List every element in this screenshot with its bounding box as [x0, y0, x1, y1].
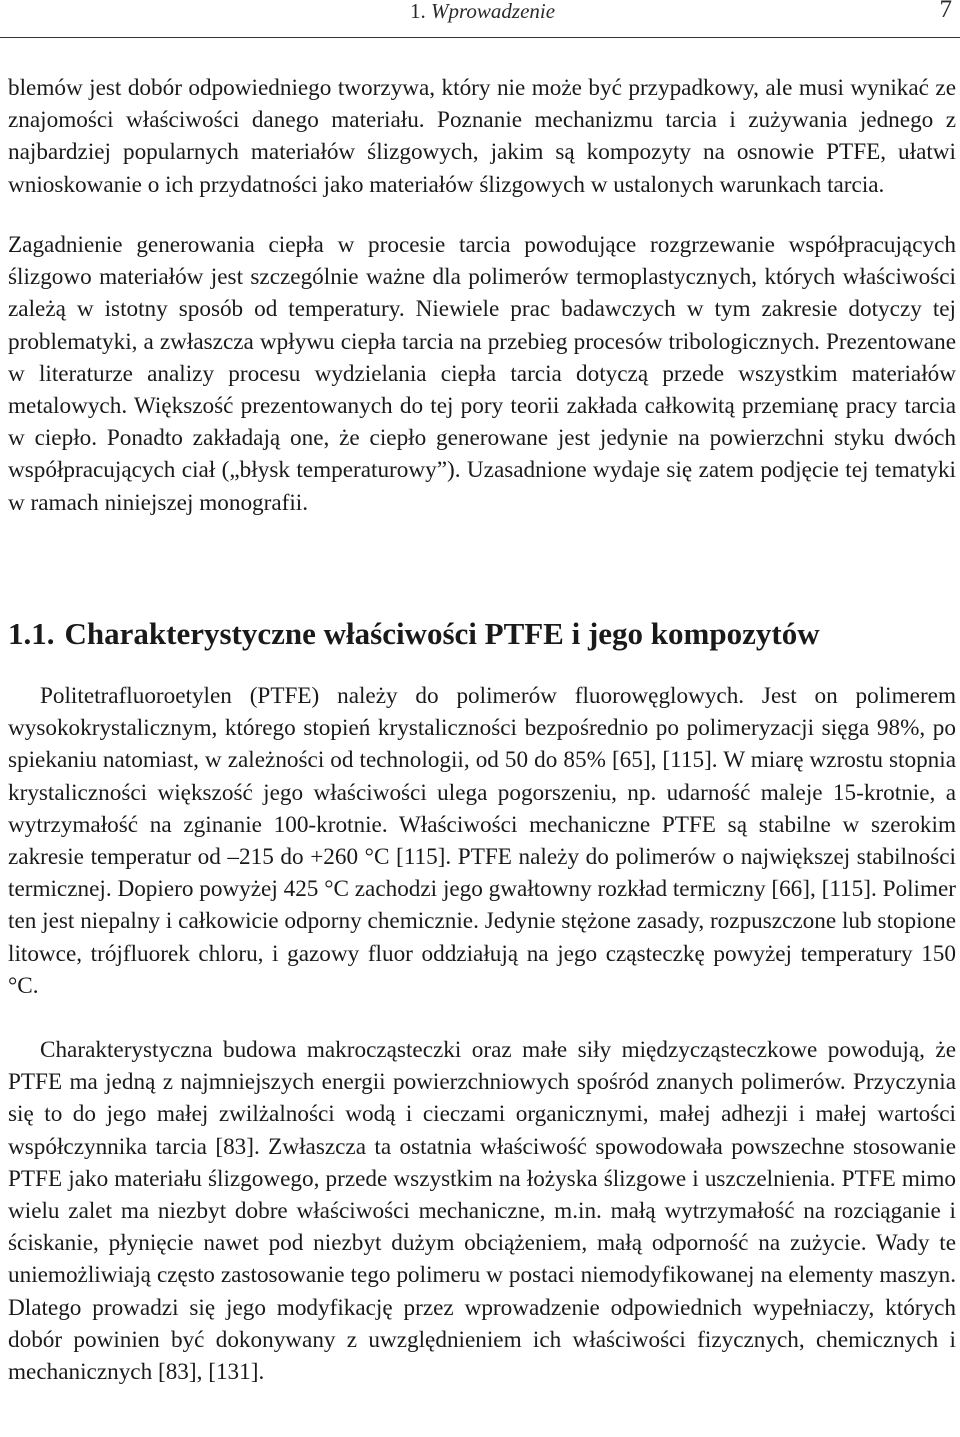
paragraph-ptfe-structure [8, 1034, 956, 1388]
paragraph-4: Charakterystyczna budowa makrocząsteczki oraz małe siły międzycząsteczkowe powodują, że PTFE ma jedną z najmniejszych energii powierzchniowych spośród znanych polimerów. Przyczynia się to do jego małej zwilżalności wodą i cieczami organicznymi, małej adhezji i małej wartości współczynnika tarcia [83]. Zwłaszcza ta ostatnia właściwość spowodowała powszechne stosowanie PTFE jako materiału ślizgowego, przede wszystkim na łożyska ślizgowe i uszczelnienia. PTFE mimo wielu zalet ma niezbyt dobre właściwości mechaniczne, m.in. małą wytrzymałość na rozciąganie i ściskanie, płynięcie nawet pod niezbyt dużym obciążeniem, małą odporność na zużycie. Wady te uniemożliwiają często zastosowanie tego polimeru w postaci niemodyfikowanej na elementy maszyn. Dlatego prowadzi się jego modyfikację przez wprowadzenie odpowiednich wypełniaczy, których dobór powinien być dokonywany z uwzględnieniem ich właściwości fizycznych, chemicznych i mechanicznych [83], [131]. [8, 1037, 956, 1386]
section-heading [8, 614, 956, 654]
page-number: 7 [939, 0, 952, 23]
paragraph-ptfe-properties [8, 680, 956, 1002]
paragraph-heat-generation [8, 229, 956, 519]
paragraph-continued [8, 72, 956, 201]
running-header-chapter [410, 0, 555, 24]
section-number: 1.1. [8, 616, 55, 651]
chapter-number: 1. [410, 0, 426, 23]
section-title: Charakterystyczne właściwości PTFE i jego kompozytów [64, 616, 820, 651]
running-header [0, 0, 960, 34]
paragraph-3: Politetrafluoroetylen (PTFE) należy do polimerów fluorowęglowych. Jest on polimerem wysokokrystalicznym, którego stopień krystaliczności bezpośrednio po polimeryzacji sięga 98%, po spiekaniu natomiast, w zależności od technologii, od 50 do 85% [65], [115]. W miarę wzrostu stopnia krystaliczności większość jego właściwości ulega pogorszeniu, np. udarność maleje 15-krotnie, a wytrzymałość na zginanie 100-krotnie. Właściwości mechaniczne PTFE są stabilne w szerokim zakresie temperatur od –215 do +260 °C [115]. PTFE należy do polimerów o największej stabilności termicznej. Dopiero powyżej 425 °C zachodzi jego gwałtowny rozkład termiczny [66], [115]. Polimer ten jest niepalny i całkowicie odporny chemicznie. Jedynie stężone zasady, rozpuszczone lub stopione litowce, trójfluorek chloru, i gazowy fluor oddziałują na jego cząsteczkę powyżej temperatury 150 °C. [8, 683, 956, 999]
header-rule [0, 37, 960, 38]
paragraph-1: blemów jest dobór odpowiedniego tworzywa, który nie może być przypadkowy, ale musi wynikać ze znajomości właściwości danego materiału. Poznanie mechanizmu tarcia i zużywania jednego z najbardziej popularnych materiałów ślizgowych, jakim są kompozyty na osnowie PTFE, ułatwi wnioskowanie o ich przydatności jako materiałów ślizgowych w ustalonych warunkach tarcia. [8, 75, 956, 198]
paragraph-2: Zagadnienie generowania ciepła w procesie tarcia powodujące rozgrzewanie współpracujących ślizgowo materiałów jest szczególnie ważne dla polimerów termoplastycznych, których właściwości zależą w istotny sposób od temperatury. Niewiele prac badawczych w tym zakresie dotyczy tej problematyki, a zwłaszcza wpływu ciepła tarcia na przebieg procesów tribologicznych. Prezentowane w literaturze analizy procesu wydzielania ciepła tarcia dotyczą przede wszystkim materiałów metalowych. Większość prezentowanych do tej pory teorii zakłada całkowitą przemianę pracy tarcia w ciepło. Ponadto zakładają one, że ciepło generowane jest jedynie na powierzchni styku dwóch współpracujących ciał („błysk temperaturowy”). Uzasadnione wydaje się zatem podjęcie tej tematyki w ramach niniejszej monografii. [8, 232, 956, 516]
chapter-title: Wprowadzenie [431, 0, 556, 23]
